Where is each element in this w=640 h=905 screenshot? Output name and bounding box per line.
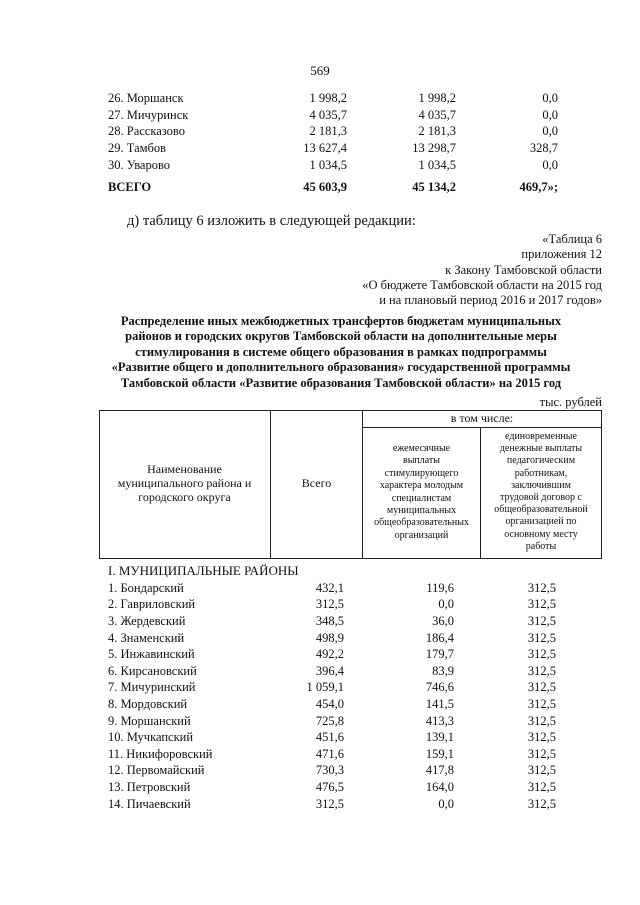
row-name: 14. Пичаевский	[108, 796, 191, 811]
row-value: 119,6	[426, 580, 454, 595]
row-name: 10. Мучкапский	[108, 730, 194, 745]
table-row	[108, 746, 556, 763]
row-name: 3. Жердевский	[108, 614, 186, 629]
table-row	[108, 90, 558, 107]
header-text: ежемесячные	[392, 443, 451, 454]
reference-line: «Таблица 6	[542, 232, 602, 246]
row-value: 312,5	[315, 796, 344, 811]
heading-line: «Развитие общего и дополнительного образования» государственной программы	[111, 360, 571, 375]
table-row	[108, 107, 558, 124]
table-row	[108, 729, 556, 746]
row-value: 139,1	[425, 730, 454, 745]
row-value: 0,0	[542, 107, 558, 122]
row-name: 27. Мичуринск	[108, 107, 189, 122]
row-value: 0,0	[542, 91, 558, 106]
row-value: 2 181,3	[309, 124, 347, 139]
row-value: 141,5	[425, 697, 454, 712]
row-value: 312,5	[527, 614, 556, 629]
row-name: 8. Мордовский	[108, 697, 188, 712]
row-name: 26. Моршанск	[108, 91, 184, 106]
row-value: 492,2	[315, 647, 344, 662]
reference-line: приложения 12	[521, 247, 602, 262]
row-value: 1 034,5	[418, 157, 456, 172]
table-row	[108, 696, 556, 713]
row-value: 312,5	[527, 630, 556, 645]
header-text: организацией по	[505, 516, 577, 528]
header-text: муниципальных	[386, 505, 457, 517]
table-row	[108, 663, 556, 680]
row-name: 5. Инжавинский	[108, 647, 195, 662]
row-value: 312,5	[527, 713, 556, 728]
row-value: 328,7	[529, 141, 558, 156]
row-name: 2. Гавриловский	[108, 597, 196, 612]
row-value: 179,7	[425, 647, 454, 662]
row-name: ВСЕГО	[108, 180, 152, 195]
row-value: 312,5	[527, 763, 556, 778]
header-text: стимулирующего	[384, 467, 459, 479]
header-text: специалистам	[391, 492, 452, 504]
row-value: 45 603,9	[303, 180, 347, 195]
table-row	[108, 646, 556, 663]
header-text: единовременные	[505, 431, 577, 442]
row-value: 312,5	[315, 597, 344, 612]
header-text: муниципального района и	[117, 476, 252, 490]
row-name: 9. Моршанский	[108, 713, 191, 728]
reference-line: «О бюджете Тамбовской области на 2015 год	[362, 277, 602, 292]
table-row	[108, 140, 558, 157]
table-row	[108, 679, 556, 696]
row-value: 13 627,4	[303, 141, 347, 156]
row-value: 312,5	[527, 746, 556, 761]
row-value: 0,0	[542, 157, 558, 172]
row-name: 1. Бондарский	[108, 580, 184, 595]
row-value: 312,5	[527, 697, 556, 712]
row-value: 312,5	[527, 680, 556, 695]
total-row	[108, 173, 558, 196]
row-value: 1 998,2	[309, 91, 347, 106]
row-value: 312,5	[527, 597, 556, 612]
row-value: 1 059,1	[306, 680, 344, 695]
row-value: 4 035,7	[309, 107, 347, 122]
units-label: тыс. рублей	[539, 395, 602, 409]
header-divider-incl	[362, 427, 602, 428]
row-value: 164,0	[425, 780, 454, 795]
table-row	[108, 762, 556, 779]
header-text: общеобразовательной	[494, 504, 588, 516]
header-text: выплаты	[402, 455, 441, 467]
row-value: 312,5	[527, 663, 556, 678]
amendment-instruction: д) таблицу 6 изложить в следующей редакции:	[127, 213, 416, 229]
row-value: 186,4	[425, 630, 454, 645]
transfers-table	[108, 563, 556, 812]
header-border-right	[601, 410, 602, 559]
row-value: 471,6	[315, 746, 344, 761]
row-value: 451,6	[315, 730, 344, 745]
header-total-col: Всего	[301, 476, 332, 490]
row-name: 7. Мичуринский	[108, 680, 196, 695]
section-title: I. МУНИЦИПАЛЬНЫЕ РАЙОНЫ	[108, 563, 299, 579]
row-name: 30. Уварово	[108, 157, 171, 172]
header-text: характера молодым	[379, 480, 464, 492]
row-name: 11. Никифоровский	[108, 746, 213, 761]
row-name: 28. Рассказово	[108, 124, 185, 139]
row-value: 312,5	[527, 580, 556, 595]
row-value: 0,0	[542, 124, 558, 139]
table-heading	[80, 314, 602, 391]
table-row	[108, 795, 556, 812]
header-border-bottom	[99, 558, 602, 559]
row-value: 312,5	[527, 780, 556, 795]
row-value: 746,6	[425, 680, 454, 695]
row-name: 4. Знаменский	[108, 630, 185, 645]
row-value: 312,5	[527, 647, 556, 662]
row-value: 413,3	[425, 713, 454, 728]
header-text: организаций	[394, 529, 449, 541]
row-value: 1 034,5	[309, 157, 347, 172]
table-reference	[362, 232, 602, 308]
row-value: 312,5	[527, 796, 556, 811]
table-row	[108, 613, 556, 630]
table-header	[99, 410, 602, 559]
heading-line: стимулирования в системе общего образования в рамках подпрограммы	[135, 344, 547, 359]
row-value: 725,8	[315, 713, 344, 728]
header-text: Наименование	[147, 462, 222, 476]
row-value: 0,0	[438, 796, 454, 811]
table-row	[108, 596, 556, 613]
row-value: 4 035,7	[418, 107, 456, 122]
table-row	[108, 712, 556, 729]
header-name-col	[99, 462, 270, 504]
header-text: трудовой договор с	[500, 492, 582, 504]
header-text: работы	[525, 540, 557, 552]
reference-line: и на плановый период 2016 и 2017 годов»	[379, 293, 602, 308]
header-text: городского округа	[138, 490, 231, 504]
heading-line: Тамбовской области «Развитие образования Тамбовской области» на 2015 год	[120, 375, 562, 390]
table-row	[108, 580, 556, 597]
row-value: 13 298,7	[412, 141, 456, 156]
row-value: 0,0	[438, 597, 454, 612]
table-row	[108, 123, 558, 140]
page-number: 569	[310, 63, 330, 78]
row-value: 312,5	[527, 730, 556, 745]
row-value: 83,9	[432, 663, 454, 678]
table-row	[108, 779, 556, 796]
row-value: 730,3	[315, 763, 344, 778]
row-value: 348,5	[315, 614, 344, 629]
row-value: 36,0	[432, 614, 454, 629]
section-row	[108, 563, 556, 580]
previous-table-continuation	[108, 90, 558, 196]
row-value: 469,7»;	[519, 180, 558, 195]
row-name: 29. Тамбов	[108, 141, 167, 156]
row-value: 498,9	[315, 630, 344, 645]
row-name: 6. Кирсановский	[108, 663, 197, 678]
header-text: заключившим	[511, 479, 571, 491]
row-value: 45 134,2	[412, 180, 456, 195]
header-text: работникам,	[514, 467, 568, 479]
header-col-monthly	[363, 443, 480, 542]
table-row	[108, 156, 558, 173]
row-value: 454,0	[315, 697, 344, 712]
row-value: 1 998,2	[418, 91, 456, 106]
row-value: 417,8	[425, 763, 454, 778]
row-value: 476,5	[315, 780, 344, 795]
header-incl: в том числе:	[450, 411, 514, 425]
row-value: 2 181,3	[418, 124, 456, 139]
row-value: 396,4	[315, 663, 344, 678]
header-text: основному месту	[504, 528, 578, 540]
heading-line: районов и городских округов Тамбовской области на дополнительные меры	[125, 329, 557, 344]
header-text: педагогическим	[506, 455, 576, 467]
row-value: 432,1	[315, 580, 344, 595]
row-name: 12. Первомайский	[108, 763, 205, 778]
heading-line: Распределение иных межбюджетных трансфертов бюджетам муниципальных	[120, 314, 562, 328]
row-value: 159,1	[425, 746, 454, 761]
row-name: 13. Петровский	[108, 780, 191, 795]
header-text: общеобразовательных	[374, 517, 469, 529]
header-text: денежные выплаты	[499, 443, 583, 455]
reference-line: к Закону Тамбовской области	[445, 262, 602, 277]
table-row	[108, 629, 556, 646]
header-col-onetime	[481, 431, 601, 553]
